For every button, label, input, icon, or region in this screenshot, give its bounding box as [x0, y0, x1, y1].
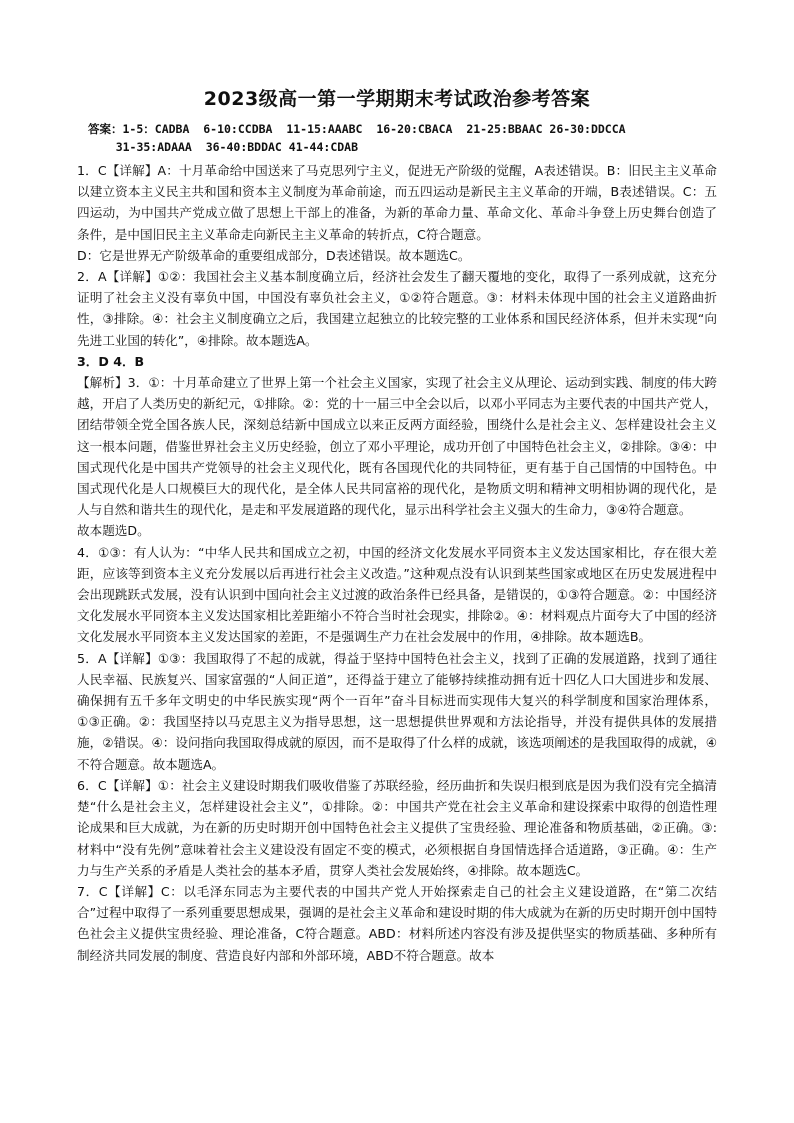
explanation-q4: 4．①③：有人认为：“中华人民共和国成立之初，中国的经济文化发展水平同资本主义发达国家相比，存在很大差距，应该等到资本主义充分发展以后再进行社会主义改造。”这种观点没有认识到某些国家或地区在历史发展进程中会出现跳跃式发展，没有认识到中国向社会主义过渡的政治条件已经具备，是错误的，①③符合题意。②：中国经济文化发展水平同资本主义发达国家相比差距缩小不符合当时社会现实，排除②。④：材料观点片面夸大了中国的经济文化发展水平同资本主义发达国家的差距，不是强调生产力在社会发展中的作用，④排除。故本题选B。	[77, 544, 717, 645]
explanation-q2: 2．A【详解】①②：我国社会主义基本制度确立后，经济社会发生了翻天覆地的变化，取得了一系列成就，这充分证明了社会主义没有辜负中国，中国没有辜负社会主义，①②符合题意。③：材料未体现中国的社会主义道路曲折性，③排除。④：社会主义制度确立之后，我国建立起独立的比较完整的工业体系和国民经济体系，但并未实现“向先进工业国的转化”，④排除。故本题选A。	[77, 269, 717, 348]
explanation-q1-d: D：它是世界无产阶级革命的重要组成部分，D表述错误。故本题选C。	[77, 247, 471, 263]
answers-q3-q4: 3．D 4．B	[77, 353, 145, 369]
explanation-q3: 【解析】3．①：十月革命建立了世界上第一个社会主义国家，实现了社会主义从理论、运动到实践、制度的伟大跨越，开启了人类历史的新纪元，①排除。②：党的十一届三中全会以后，以邓小平同志为主要代表的中国共产党人，团结带领全党全国各族人民，深刻总结新中国成立以来正反两方面经验，围绕什么是社会主义、怎样建设社会主义这一根本问题，借鉴世界社会主义历史经验，创立了邓小平理论，成功开创了中国特色社会主义，②排除。③④：中国式现代化是中国共产党领导的社会主义现代化，既有各国现代化的共同特征，更有基于自己国情的中国特色。中国式现代化是人口规模巨大的现代化，是全体人民共同富裕的现代化，是物质文明和精神文明相协调的现代化，是人与自然和谐共生的现代化，是走和平发展道路的现代化，显示出科学社会主义强大的生命力，③④符合题意。	[77, 375, 717, 518]
page-title: 2023级高一第一学期期末考试政治参考答案	[203, 88, 591, 110]
explanation-q3-conclusion: 故本题选D。	[77, 523, 150, 539]
explanation-q6: 6．C【详解】①：社会主义建设时期我们吸收借鉴了苏联经验，经历曲折和失误归根到底是因为我们没有完全搞清楚“什么是社会主义，怎样建设社会主义”，①排除。②：中国共产党在社会主义革命和建设探索中取得的创造性理论成果和巨大成就，为在新的历史时期开创中国特色社会主义提供了宝贵经验、理论准备和物质基础，②正确。③:材料中“没有先例”意味着社会主义建设没有固定不变的模式，必须根据自身国情选择合适道路，③正确。④：生产力与生产关系的矛盾是人类社会的基本矛盾，贯穿人类社会发展始终，④排除。故本题选C。	[77, 777, 717, 878]
explanation-q5: 5．A【详解】①③：我国取得了不起的成就，得益于坚持中国特色社会主义，找到了正确的发展道路，找到了通往人民幸福、民族复兴、国家富强的“人间正道”，还得益于建立了能够持续推动拥有近十四亿人口大国进步和发展、确保拥有五千多年文明史的中华民族实现“两个一百年”奋斗目标进而实现伟大复兴的科学制度和国家治理体系，①③正确。②：我国坚持以马克思主义为指导思想，这一思想提供世界观和方法论指导，并没有提供具体的发展措施，②错误。④：设问指向我国取得成就的原因，而不是取得了什么样的成就，该选项阐述的是我国取得的成就，④不符合题意。故本题选A。	[77, 650, 717, 772]
explanation-q1: 1．C【详解】A：十月革命给中国送来了马克思列宁主义，促进无产阶级的觉醒，A表述错误。B：旧民主主义革命以建立资本主义民主共和国和资本主义制度为革命前途，而五四运动是新民主主义革命的开端，B表述错误。C：五四运动，为中国共产党成立做了思想上干部上的准备，为新的革命力量、革命文化、革命斗争登上历史舞台创造了条件，是中国旧民主主义革命走向新民主主义革命的转折点，C符合题意。	[77, 163, 717, 242]
explanation-q7: 7．C【详解】C：以毛泽东同志为主要代表的中国共产党人开始探索走自己的社会主义建设道路，在“第二次结合”过程中取得了一系列重要思想成果，强调的是社会主义革命和建设时期的伟大成就为在新的历史时期开创中国特色社会主义提供宝贵经验、理论准备，C符合题意。ABD：材料所述内容没有涉及提供坚实的物质基础、多种所有制经济共同发展的制度、营造良好内部和外部环境，ABD不符合题意。故本	[77, 883, 717, 963]
answer-explanations	[77, 160, 717, 966]
answer-key-line-1: 答案：1-5：CADBA 6-10:CCDBA 11-15:AAABC 16-20:CBACA 21-25:BBAAC 26-30:DDCCA	[88, 122, 626, 136]
answer-key-line-2: 31-35:ADAAA 36-40:BDDAC 41-44:CDAB	[88, 140, 359, 154]
